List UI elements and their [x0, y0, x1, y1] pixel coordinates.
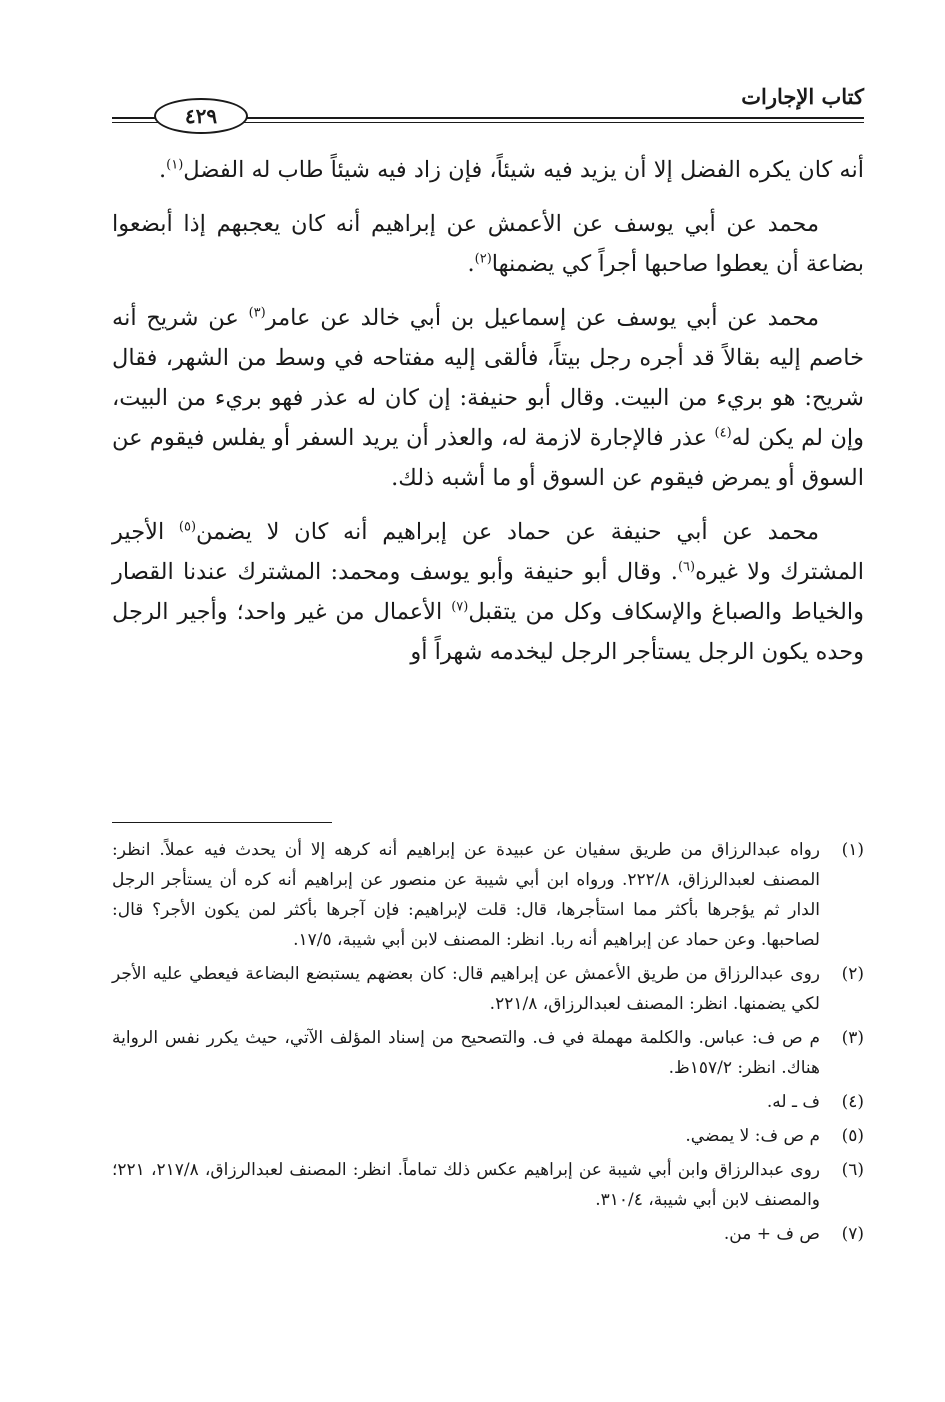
paragraph-3 [112, 298, 864, 498]
paragraph-text: الأجير المشترك ولا غيره [112, 519, 864, 585]
footnote-text: م ص ف: عباس. والكلمة مهملة في ف. والتصحيح من إسناد المؤلف الآتي، حيث يكرر نفس الرواية هناك. انظر: ١٥٧/٢ظ. [112, 1028, 820, 1078]
paragraph-text: محمد عن أبي يوسف عن إسماعيل بن أبي خالد عن عامر [265, 305, 819, 331]
footnote-text: ف ـ له. [766, 1092, 820, 1112]
footnote-text: روى عبدالرزاق من طريق الأعمش عن إبراهيم قال: كان بعضهم يستبضع البضاعة فيعطي عليه الأجر لكي يضمنها. انظر: المصنف لعبدالرزاق، ٢٢١/٨. [112, 964, 820, 1014]
footnote-number: (٤) [841, 1092, 864, 1112]
footnotes [112, 835, 864, 1253]
footnote [112, 835, 864, 955]
paragraph-text: الأعمال من غير واحد؛ وأجير الرجل وحده يكون الرجل يستأجر الرجل ليخدمه شهراً أو [112, 599, 864, 665]
footnote [112, 1087, 864, 1117]
footnote [112, 1023, 864, 1083]
book-title: كتاب الإجارات [741, 84, 864, 109]
footnote-number: (٧) [841, 1224, 864, 1244]
footnote-marker: (٢) [474, 251, 492, 267]
footnote-marker: (٧) [451, 599, 469, 615]
footnote-marker: (٤) [714, 425, 732, 441]
footnote-number: (٥) [841, 1126, 864, 1146]
footnote-number: (١) [841, 840, 864, 860]
footnote [112, 1155, 864, 1215]
footnote-text: ص ف + من. [723, 1224, 820, 1244]
footnote-separator [112, 822, 332, 823]
footnote-text: رواه عبدالرزاق من طريق سفيان عن عبيدة عن إبراهيم أنه كرهه إلا أن يحدث فيه عملاً. انظر: المصنف لعبدالرزاق، ٢٢٢/٨. ورواه ابن أبي شيبة عن منصور عن إبراهيم أنه كره أن يستأجر الرجل الدار ثم يؤجرها بأكثر مما استأجرها، قال: قلت لإبراهيم: فإن آجرها بأكثر لمن يكون الأجر؟ قال: لصاحبها. وعن حماد عن إبراهيم أنه ربا. انظر: المصنف لابن أبي شيبة، ١٧/٥. [112, 840, 820, 950]
footnote-number: (٢) [841, 964, 864, 984]
footnote-text: روى عبدالرزاق وابن أبي شيبة عن إبراهيم عكس ذلك تماماً. انظر: المصنف لعبدالرزاق، ٢١٧/٨، ٢٢١؛ والمصنف لابن أبي شيبة، ٣١٠/٤. [112, 1160, 820, 1210]
footnote-number: (٣) [841, 1028, 864, 1048]
paragraph-text: محمد عن أبي حنيفة عن حماد عن إبراهيم أنه كان لا يضمن [196, 519, 819, 545]
paragraph-4 [112, 512, 864, 672]
footnote-marker: (١) [166, 157, 184, 173]
footnote-marker: (٦) [677, 559, 696, 575]
footnote-number: (٦) [841, 1160, 864, 1180]
paragraph-text: عن شريح أنه خاصم إليه بقالاً قد أجره رجل بيتاً، فألقى إليه مفتاحه في وسط من الشهر، فقال شريح: هو بريء من البيت. وقال أبو حنيفة: إن كان له عذر فهو بريء من البيت، وإن لم يكن له [112, 305, 864, 451]
paragraph-text: محمد عن أبي يوسف عن الأعمش عن إبراهيم أنه كان يعجبهم إذا أبضعوا بضاعة أن يعطوا صاحبها أجراً كي يضمنها [112, 211, 864, 277]
footnote-text: م ص ف: لا يمضي. [685, 1126, 820, 1146]
paragraph-text: عذر فالإجارة لازمة له، والعذر أن يريد السفر أو يفلس فيقوم عن السوق أو يمرض فيقوم عن السوق أو ما أشبه ذلك. [112, 425, 864, 491]
paragraph-2 [112, 204, 864, 284]
main-text [112, 150, 864, 686]
footnote-marker: (٣) [248, 305, 266, 321]
footnote [112, 959, 864, 1019]
paragraph-text: . [158, 157, 167, 183]
paragraph-1 [112, 150, 864, 190]
page-header [112, 82, 864, 132]
footnote [112, 1121, 864, 1151]
paragraph-text: . وقال أبو حنيفة وأبو يوسف ومحمد: المشترك عندنا القصار والخياط والصباغ والإسكاف وكل من يتقبل [112, 559, 864, 625]
footnote [112, 1219, 864, 1249]
paragraph-text: . [467, 251, 475, 277]
page-number: ٤٢٩ [154, 98, 248, 134]
footnote-marker: (٥) [178, 519, 197, 535]
paragraph-text: أنه كان يكره الفضل إلا أن يزيد فيه شيئاً، فإن زاد فيه شيئاً طاب له الفضل [183, 157, 864, 183]
